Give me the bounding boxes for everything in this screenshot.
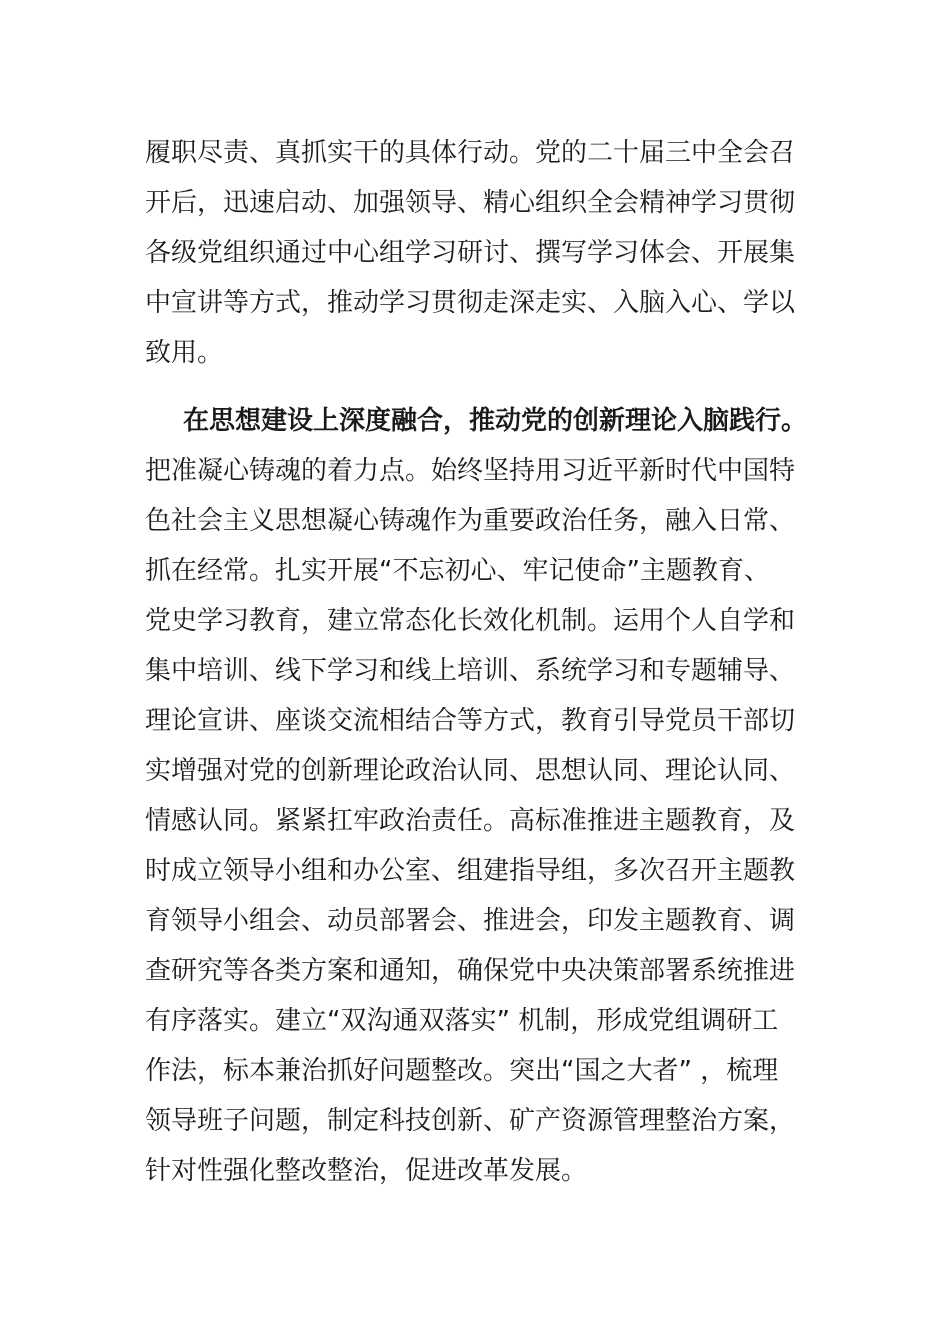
text-line: 开后，迅速启动、加强领导、精心组织全会精神学习贯彻 bbox=[145, 188, 796, 218]
text-line: 党史学习教育，建立常态化长效化机制。运用个人自学和 bbox=[145, 606, 796, 636]
paragraph-spacer bbox=[145, 378, 810, 396]
text-line: 作法，标本兼治抓好问题整改。突出“国之大者” ，梳理 bbox=[145, 1056, 779, 1086]
text-line: 履职尽责、真抓实干的具体行动。党的二十届三中全会召 bbox=[145, 138, 796, 168]
text-line: 育领导小组会、动员部署会、推进会，印发主题教育、调 bbox=[145, 906, 796, 936]
text-line: 针对性强化整改整治，促进改革发展。 bbox=[145, 1156, 588, 1186]
text-line: 实增强对党的创新理论政治认同、思想认同、理论认同、 bbox=[145, 756, 796, 786]
text-line: 致用。 bbox=[145, 338, 224, 368]
text-line: 抓在经常。扎实开展“不忘初心、牢记使命”主题教育、 bbox=[145, 556, 770, 586]
text-line: 把准凝心铸魂的着力点。始终坚持用习近平新时代中国特 bbox=[145, 456, 796, 486]
text-line: 查研究等各类方案和通知，确保党中央决策部署系统推进 bbox=[145, 956, 796, 986]
text-line: 集中培训、线下学习和线上培训、系统学习和专题辅导、 bbox=[145, 656, 796, 686]
text-line: 时成立领导小组和办公室、组建指导组，多次召开主题教 bbox=[145, 856, 796, 886]
section-heading: 在思想建设上深度融合，推动党的创新理论入脑践行。 bbox=[183, 406, 808, 436]
text-line: 有序落实。建立“双沟通双落实” 机制，形成党组调研工 bbox=[145, 1006, 779, 1036]
document-body bbox=[145, 128, 810, 1196]
text-line: 中宣讲等方式，推动学习贯彻走深走实、入脑入心、学以 bbox=[145, 288, 796, 318]
text-line: 情感认同。紧紧扛牢政治责任。高标准推进主题教育，及 bbox=[145, 806, 796, 836]
text-line: 领导班子问题，制定科技创新、矿产资源管理整治方案， bbox=[145, 1106, 796, 1136]
paragraph-1 bbox=[145, 128, 810, 378]
text-line: 各级党组织通过中心组学习研讨、撰写学习体会、开展集 bbox=[145, 238, 796, 268]
text-line: 色社会主义思想凝心铸魂作为重要政治任务，融入日常、 bbox=[145, 506, 796, 536]
paragraph-2 bbox=[145, 396, 810, 1196]
text-line: 理论宣讲、座谈交流相结合等方式，教育引导党员干部切 bbox=[145, 706, 796, 736]
